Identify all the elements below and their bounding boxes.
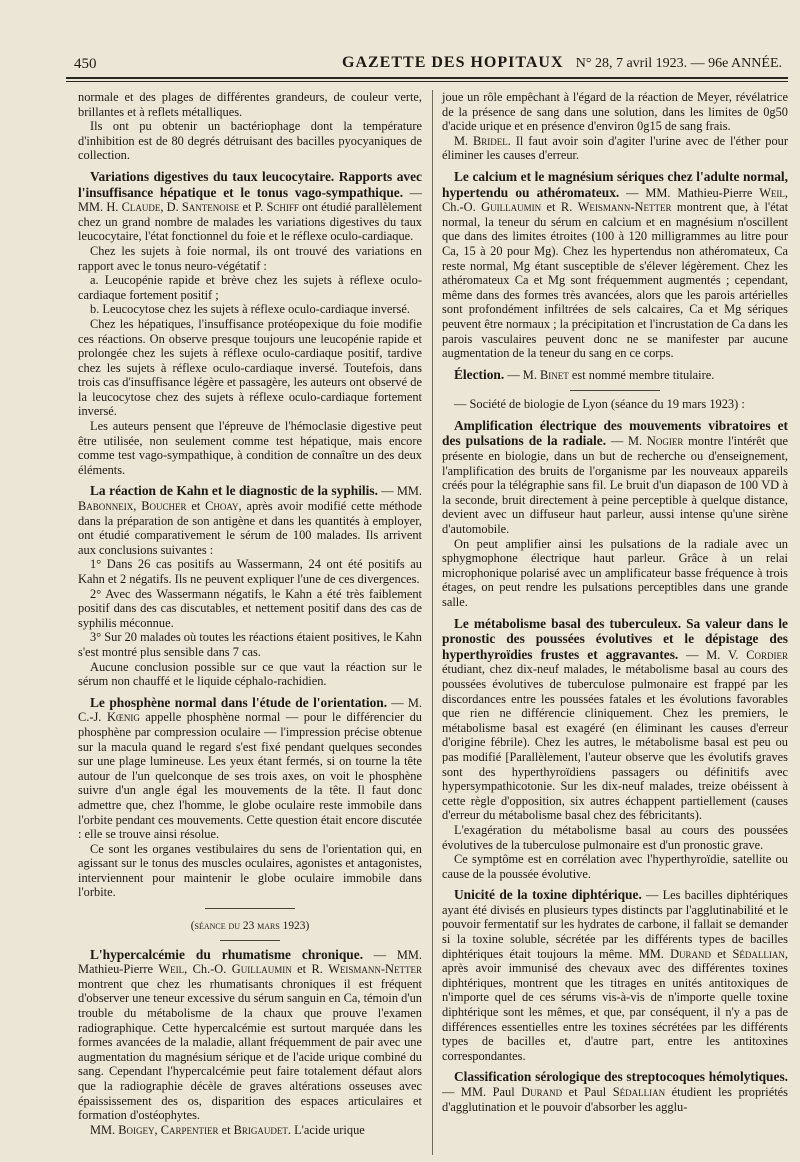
article-lead: L'hypercalcémie du rhumatisme chronique. — MM. Mathieu-Pierre Weil, Ch.-O. Guillaumin et R. Weismann-Netter montrent que chez les rhumatisants chroniques il est fréquent d'observer une teneur excessive du sérum sanguin en Ca, témoin d'un trouble du métabolisme de la chaux que prouve l'examen radiographique. Cette hypercalcémie est surtout marquée dans les formes avancées de la maladie, allant fréquemment de pair avec une augmentation du magnésium sérique et de l'acide urique combiné du sang. Cependant l'hypercalcémie peut faire totalement défaut alors que la radiographie décèle de graves altérations osseuses avec épaississement des os, disparition des espaces articulaires et formation d'ostéophytes. [78, 946, 422, 1123]
left-column [78, 90, 422, 1137]
section-divider [570, 390, 660, 391]
header-rule [66, 77, 788, 79]
article-title: L'hypercalcémie du rhumatisme chronique. [90, 946, 364, 962]
article-election [442, 367, 788, 383]
article-reaction-kahn [78, 483, 422, 688]
article-title: Classification sérologique des streptocoques hémolytiques. [454, 1069, 788, 1085]
author-name: Santenoise [181, 200, 240, 215]
paragraph: Ce sont les organes vestibulaires du sens de l'orientation qui, en agissant sur le tonus des muscles oculaires, agonistes et antagonistes, interviennent pour maintenir le globe oculaire immobile dans l'orbite. [78, 841, 422, 900]
paragraph: normale et des plages de différentes grandeurs, de couleur verte, brillantes et à reflets métalliques. [78, 90, 422, 119]
list-item: 2° Avec des Wassermann négatifs, le Kahn a été très faiblement positif dans des cas discutables, et nettement positif dans des cas de syphilis méconnue. [78, 586, 422, 630]
paragraph: Les auteurs pensent que l'épreuve de l'hémoclasie digestive peut être utilisée, non seulement comme test hépatique, mais encore comme test vago-sympathique, à condition de connaître un des deux éléments. [78, 419, 422, 477]
journal-title: GAZETTE DES HOPITAUX [342, 54, 564, 71]
paragraph: joue un rôle empêchant à l'égard de la réaction de Meyer, révélatrice de la présence de sang dans une solution, dans les limites de 0g50 d'acide urique et en présence d'environ 0g15 de sang frais. [442, 90, 788, 134]
author-name: Boucher [141, 499, 187, 514]
author-name: Weismann-Netter [577, 200, 672, 215]
author-name: Babonneix [78, 499, 134, 514]
article-streptocoques [442, 1069, 788, 1114]
list-item: a. Leucopénie rapide et brève chez les sujets à réflexe oculo-cardiaque fortement positif ; [78, 273, 422, 302]
author-name: Weismann-Netter [328, 962, 422, 977]
article-title: La réaction de Kahn et le diagnostic de la syphilis. [90, 483, 378, 499]
author-name: Brigaudet [233, 1122, 288, 1137]
paragraph: Chez les hépatiques, l'insuffisance protéopexique du foie modifie ces réactions. On observe presque toujours une leucopénie rapide et prolongée chez les sujets à réflexe oculo-cardiaque positif, tardive chez les sujets à réflexe oculo-cardiaque inversé. Toutefois, dans trois cas d'insuffisance légère et passagère, les auteurs ont observé de la leucocytose chez des sujets à réflexe oculo-cardiaque fortement inversé. [78, 316, 422, 419]
article-variations-digestives [78, 169, 422, 477]
header-rule-thin [66, 81, 788, 82]
author-name: Guillaumin [231, 962, 292, 977]
author-name: Carpentier [160, 1122, 219, 1137]
article-title: Amplification électrique des mouvements vibratoires et des pulsations de la radiale. [442, 417, 788, 449]
paragraph: Aucune conclusion possible sur ce que vaut la réaction sur le sérum non chauffé et le liquide céphalo-rachidien. [78, 659, 422, 689]
society-heading: — Société de biologie de Lyon (séance du 19 mars 1923) : [454, 397, 745, 412]
author-name: Kœnig [106, 710, 140, 725]
list-item: 3° Sur 20 malades où toutes les réactions étaient positives, le Kahn s'est montré plus sensible dans 7 cas. [78, 630, 422, 659]
article-lead: Variations digestives du taux leucocytaire. Rapports avec l'insuffisance hépatique et le tonus vago-sympathique. — MM. H. Claude, D. Santenoise et P. Schiff ont étudié parallèlement chez un grand nombre de malades les variations digestives du taux leucocytaire, l'état fonctionnel du foie et le réflexe oculo-cardiaque. [78, 168, 423, 244]
author-name: Schiff [266, 200, 299, 215]
author-name: Durand [521, 1085, 563, 1099]
article-toxine-diphterique [442, 887, 788, 1063]
article-amplification [442, 418, 788, 610]
session-heading: (séance du 23 mars 1923) [190, 920, 310, 933]
author-name: Guillaumin [481, 200, 542, 215]
article-calcium-magnesium [442, 169, 788, 361]
article-title: Le calcium et le magnésium sériques chez l'adulte normal, hypertendu ou athéromateux. [442, 168, 788, 200]
article-title: Variations digestives du taux leucocytaire. Rapports avec l'insuffisance hépatique et le tonus vago-sympathique. [78, 168, 422, 200]
author-name: Weil [759, 185, 785, 200]
issue-date: N° 28, 7 avril 1923. — 96e ANNÉE. [575, 56, 782, 71]
page-number: 450 [74, 56, 97, 72]
author-name: Boigey [118, 1122, 155, 1137]
article-lead: Élection. — M. Binet est nommé membre titulaire. [454, 366, 715, 382]
list-item: b. Leucocytose chez les sujets à réflexe oculo-cardiaque inversé. [90, 302, 410, 317]
author-name: Nogier [646, 434, 684, 449]
column-divider [432, 90, 433, 1155]
article-title: Le phosphène normal dans l'étude de l'orientation. [90, 694, 388, 710]
article-lead: La réaction de Kahn et le diagnostic de la syphilis. — MM. Babonneix, Boucher et Choay, après avoir modifié cette méthode dans la préparation de son antigène et dans les quantités à employer, ont étudié comparativement le sérum de 100 malades. Ils arrivent aux conclusions suivantes : [78, 483, 423, 557]
author-name: Claude [121, 200, 161, 215]
section-divider [205, 908, 295, 909]
author-name: Binet [540, 367, 569, 382]
page-header [62, 54, 788, 78]
author-name: Choay [205, 499, 239, 514]
article-lead: Amplification électrique des mouvements vibratoires et des pulsations de la radiale. — M. Nogier montre l'intérêt que présente en biologie, dans un but de recherche ou d'enseignement, l'amplification des bruits de l'organisme par les nouveaux appareils créés pour la télégraphie sans fil. Le bruit d'un diapason de 100 VD à la seconde, bruit directement à peine perceptible à quelque distance, devient avec un diffuseur haut parleur, aussi intense qu'une sirène d'automobile. [442, 417, 788, 537]
article-lead: Le calcium et le magnésium sériques chez l'adulte normal, hypertendu ou athéromateux. — MM. Mathieu-Pierre Weil, Ch.-O. Guillaumin et R. Weismann-Netter montrent que, à l'état normal, la teneur du sérum en calcium et en magnésium n'oscillent que dans des limites étroites (100 à 120 milligrammes au litre pour Ca, 15 à 20 pour Mg). Chez les hypertendus non athéromateux, Ca reste normal, Mg étant susceptible de s'élever légèrement. Chez les athéromateux Ca et Mg sont fréquemment augmentés ; cependant, même dans des formes très avancées, alors que les parois artérielles sont profondément infiltrées de sels calcaires, Ca et Mg sériques peuvent être normaux ; la précipitation et l'incrustation de Ca dans les parois vasculaires peuvent donc ne se manifester par aucune augmentation de la teneur du sang en ce corps. [442, 168, 789, 361]
right-column [442, 90, 788, 1114]
article-lead: Classification sérologique des streptocoques hémolytiques. — MM. Paul Durand et Paul Sédallian étudient les propriétés d'agglutination et le pouvoir d'absorber les agglu- [442, 1069, 788, 1114]
author-name: Sédallian [732, 946, 785, 961]
paragraph: Chez les sujets à foie normal, ils ont trouvé des variations en rapport avec le tonus neuro-végétatif : [78, 243, 422, 273]
article-title: Le métabolisme basal des tuberculeux. Sa valeur dans le pronostic des poussées évolutives et le dépistage des hyperthyroïdies frustes et aggravantes. [442, 615, 788, 662]
author-name: Durand [670, 946, 712, 961]
article-phosphene [78, 695, 422, 900]
article-title: Unicité de la toxine diphtérique. [454, 887, 642, 903]
article-metabolisme-basal [442, 616, 788, 882]
article-title: Élection. [454, 366, 505, 382]
paragraph: MM. Boigey, Carpentier et Brigaudet. L'acide urique [90, 1122, 365, 1137]
list-item: 1° Dans 26 cas positifs au Wassermann, 24 ont été positifs au Kahn et 2 négatifs. Ils ne peuvent expliquer l'une de ces divergences. [78, 557, 422, 586]
author-name: Bridel [473, 133, 508, 148]
article-lead: Le métabolisme basal des tuberculeux. Sa valeur dans le pronostic des poussées évolutives et le dépistage des hyperthyroïdies frustes et aggravantes. — M. V. Cordier étudiant, chez dix-neuf malades, le métabolisme basal au cours des poussées évolutives de tuberculose pulmonaire est frappé par les discordances entre les poussées fatales et les évolutions favorables que rien ne différencie cliniquement. Chez les premiers, le métabolisme basal est exagéré (en éliminant les causes d'erreur d'origine fébrile). Chez les autres, le métabolisme basal est peu ou pas modifié [Parallèlement, l'auteur observe que les évolutifs graves sont des hyperthyroïdiens passagers ou définitifs avec hypersympathicotonie. Sur les dix-neuf malades, treize obéissent à cette règle d'opposition, six autres échappent partiellement (causes d'erreur du métabolisme basal chez des fébricitants). [442, 615, 788, 823]
section-divider [220, 940, 280, 941]
article-lead: Unicité de la toxine diphtérique. — Les bacilles diphtériques ayant été divisés en plusieurs types distincts par l'agglutinabilité et le pouvoir fermentatif sur les hydrates de carbone, il fallait se demander si la toxine soluble, sécrétée par les différents types de bacilles diphtériques était toujours la même. MM. Durand et Sédallian, après avoir immunisé des chevaux avec des différentes toxines diphtériques, montrent que les titrages en unités antitoxiques de n'importe quel de ces sérums vis-à-vis de n'importe quelle toxine diphtérique sont les mêmes, et que, par conséquent, il n'y a pas de différences essentielles entre les toxines sécrétées par les différents types de bacilles et, d'autre part, entre les antitoxines correspondantes. [442, 887, 788, 1063]
author-name: Sédallian [612, 1085, 666, 1099]
paragraph: Ce symptôme est en corrélation avec l'hyperthyroïdie, satellite ou cause de la poussée évolutive. [442, 852, 788, 881]
paragraph: L'exagération du métabolisme basal au cours des poussées évolutives de la tuberculose pulmonaire est d'un pronostic grave. [442, 822, 788, 852]
paragraph: Ils ont pu obtenir un bactériophage dont la température d'inhibition est de 80 degrés détruisant des bacilles pyocyaniques de collection. [78, 119, 422, 163]
paragraph: On peut amplifier ainsi les pulsations de la radiale avec un sphygmophone électrique haut parleur. Grâce à un relai microphonique polarisé avec un amplificateur basse fréquence à trois étages, on peut rendre les pulsations perceptibles dans une grande salle. [442, 536, 788, 609]
author-name: Cordier [746, 647, 788, 662]
article-lead: Le phosphène normal dans l'étude de l'orientation. — M. C.-J. Kœnig appelle phosphène normal — pour le différencier du phosphène par compression oculaire — l'impression précise obtenue sur la macula quand le regard s'est fixé pendant quelques secondes sur une plage lumineuse. Les yeux étant fermés, si on tourne la tête autour de l'un quelconque de ses trois axes, on voit le phosphène suivre d'un angle égal les mouvements de la tête. Il faut donc admettre que, chez l'homme, le globe oculaire reste immobile dans l'orbite pendant ces mouvements. Cette question était encore discutée : elle se trouve ainsi résolue. [78, 694, 422, 842]
article-hypercalcemie [78, 947, 422, 1138]
author-name: Weil [158, 962, 185, 977]
paragraph: M. Bridel. Il faut avoir soin d'agiter l'urine avec de l'éther pour éliminer les causes d'erreur. [442, 133, 789, 163]
